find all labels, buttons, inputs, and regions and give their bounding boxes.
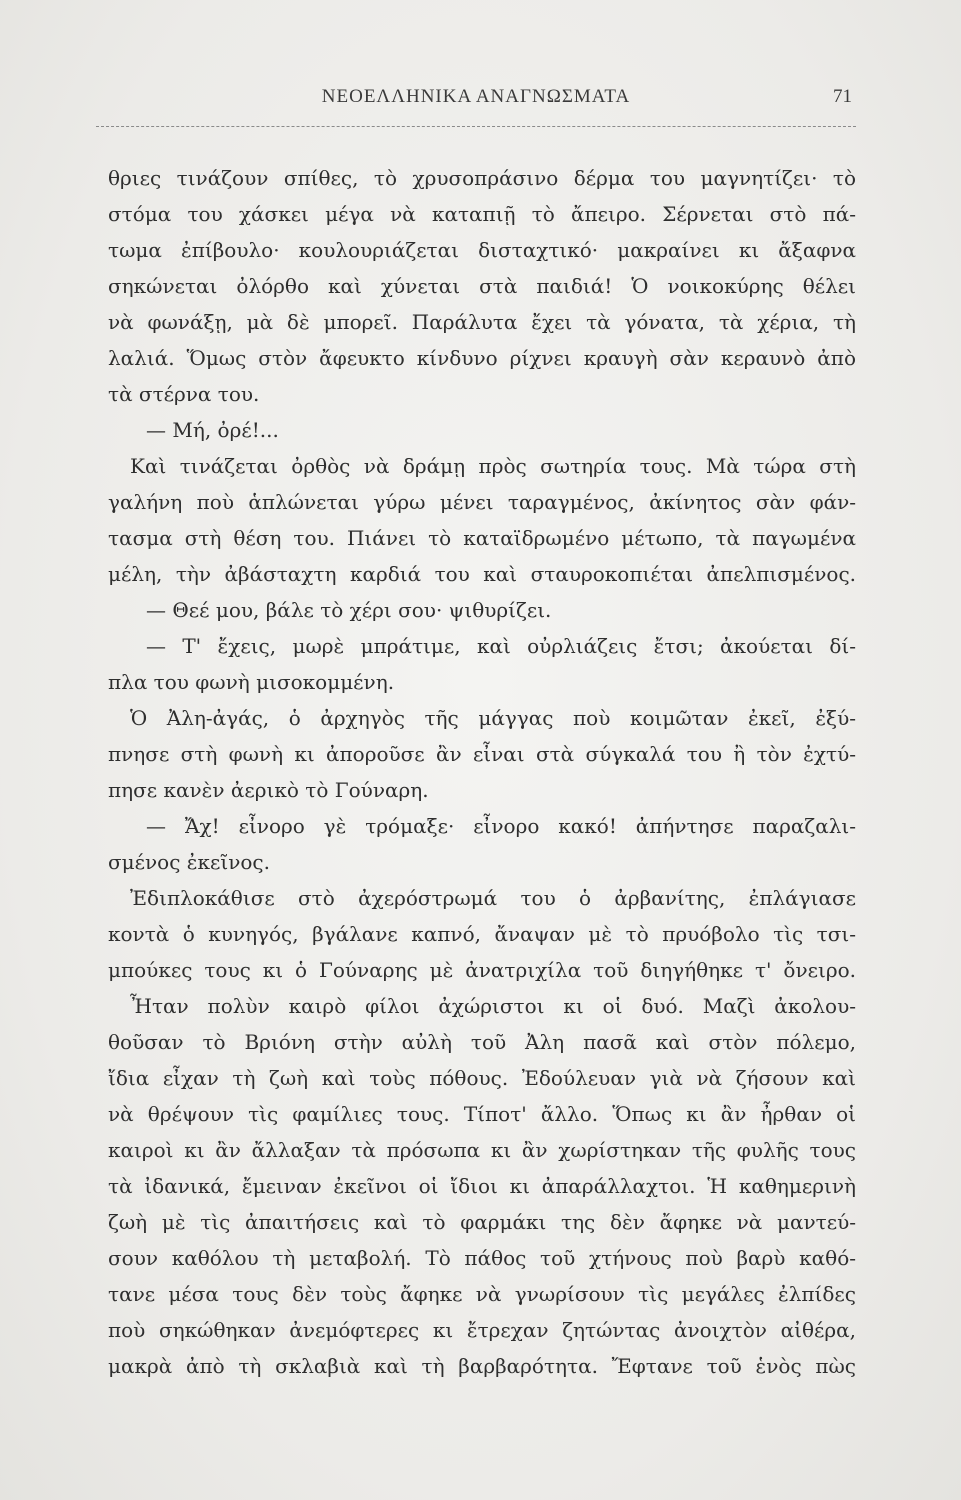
running-head — [100, 86, 852, 122]
body-text — [108, 160, 856, 1460]
text-line: ποὺ σηκώθηκαν ἀνεμόφτερες κι ἔτρεχαν ζητώντας ἀνοιχτὸν αἰθέρα, — [108, 1318, 856, 1342]
text-line: σμένος ἐκεῖνος. — [108, 850, 270, 874]
dialogue-line: — Μή, ὀρέ!... — [146, 418, 279, 442]
text-line: νὰ θρέψουν τὶς φαμίλιες τους. Τίποτ' ἄλλο. Ὅπως κι ἂν ἦρθαν οἱ — [108, 1102, 856, 1126]
paragraph-start: Ἦταν πολὺν καιρὸ φίλοι ἀχώριστοι κι οἱ δυό. Μαζὶ ἀκολου- — [130, 994, 856, 1018]
text-line: τασμα στὴ θέση του. Πιάνει τὸ καταϊδρωμένο μέτωπο, τὰ παγωμένα — [108, 526, 856, 550]
text-line: ζωὴ μὲ τὶς ἀπαιτήσεις καὶ τὸ φαρμάκι της δὲν ἄφηκε νὰ μαντεύ- — [108, 1210, 856, 1234]
text-line: τωμα ἐπίβουλο· κουλουριάζεται δισταχτικό· μακραίνει κι ἄξαφνα — [108, 238, 856, 262]
text-line: στόμα του χάσκει μέγα νὰ καταπιῇ τὸ ἄπειρο. Σέρνεται στὸ πά- — [108, 202, 856, 226]
text-line: σηκώνεται ὀλόρθο καὶ χύνεται στὰ παιδιά! Ὁ νοικοκύρης θέλει — [108, 274, 856, 298]
text-line: λαλιά. Ὅμως στὸν ἄφευκτο κίνδυνο ρίχνει κραυγὴ σὰν κεραυνὸ ἀπὸ — [108, 346, 856, 370]
text-line: μπούκες τους κι ὁ Γούναρης μὲ ἀνατριχίλα τοῦ διηγήθηκε τ' ὄνειρο. — [108, 958, 856, 982]
dialogue-line: — Ἄχ! εἶνορο γὲ τρόμαξε· εἶνορο κακό! ἀπήντησε παραζαλι- — [146, 814, 856, 838]
text-line: γαλήνη ποὺ ἁπλώνεται γύρω μένει ταραγμένος, ἀκίνητος σὰν φάν- — [108, 490, 856, 514]
text-line: θοῦσαν τὸ Βριόνη στὴν αὐλὴ τοῦ Ἀλη πασᾶ καὶ στὸν πόλεμο, — [108, 1030, 856, 1054]
text-line: νὰ φωνάξῃ, μὰ δὲ μπορεῖ. Παράλυτα ἔχει τὰ γόνατα, τὰ χέρια, τὴ — [108, 310, 856, 334]
text-line: κοντὰ ὁ κυνηγός, βγάλανε καπνό, ἄναψαν μὲ τὸ πρυόβολο τὶς τσι- — [108, 922, 856, 946]
text-line: μέλη, τὴν ἀβάσταχτη καρδιά του καὶ σταυροκοπιέται ἀπελπισμένος. — [108, 562, 856, 586]
text-line: τανε μέσα τους δὲν τοὺς ἄφηκε νὰ γνωρίσουν τὶς μεγάλες ἐλπίδες — [108, 1282, 856, 1306]
text-line: θριες τινάζουν σπίθες, τὸ χρυσοπράσινο δέρμα του μαγνητίζει· τὸ — [108, 166, 856, 190]
dialogue-line: — Θεέ μου, βάλε τὸ χέρι σου· ψιθυρίζει. — [146, 598, 552, 622]
paragraph-start: Καὶ τινάζεται ὀρθὸς νὰ δράμῃ πρὸς σωτηρία τους. Μὰ τώρα στὴ — [130, 454, 856, 478]
page-number: 71 — [833, 86, 852, 107]
text-line: τὰ στέρνα του. — [108, 382, 260, 406]
text-line: πησε κανὲν ἀερικὸ τὸ Γούναρη. — [108, 778, 429, 802]
text-line: πλα του φωνὴ μισοκομμένη. — [108, 670, 395, 694]
text-line: πνησε στὴ φωνὴ κι ἀποροῦσε ἂν εἶναι στὰ σύγκαλά του ἢ τὸν ἐχτύ- — [108, 742, 856, 766]
paragraph-start: Ὁ Ἀλη-ἀγάς, ὁ ἀρχηγὸς τῆς μάγγας ποὺ κοιμῶταν ἐκεῖ, ἐξύ- — [130, 706, 856, 730]
paragraph-start: Ἐδιπλοκάθισε στὸ ἀχερόστρωμά του ὁ ἀρβανίτης, ἐπλάγιασε — [130, 886, 856, 910]
text-line: σουν καθόλου τὴ μεταβολή. Τὸ πάθος τοῦ χτήνους ποὺ βαρὺ καθό- — [108, 1246, 856, 1270]
dialogue-line: — Τ' ἔχεις, μωρὲ μπράτιμε, καὶ οὐρλιάζεις ἔτσι; ἀκούεται δί- — [146, 634, 856, 658]
text-line: ἴδια εἶχαν τὴ ζωὴ καὶ τοὺς πόθους. Ἐδούλευαν γιὰ νὰ ζήσουν καὶ — [108, 1066, 856, 1090]
text-line: τὰ ἰδανικά, ἔμειναν ἐκεῖνοι οἱ ἴδιοι κι ἀπαράλλαχτοι. Ἡ καθημερινὴ — [108, 1174, 856, 1198]
header-rule — [96, 126, 856, 127]
text-line: μακρὰ ἀπὸ τὴ σκλαβιὰ καὶ τὴ βαρβαρότητα. Ἔφτανε τοῦ ἑνὸς πὼς — [108, 1354, 856, 1378]
running-title: ΝΕΟΕΛΛΗΝΙΚΑ ΑΝΑΓΝΩΣΜΑΤΑ — [321, 86, 631, 107]
text-line: καιροὶ κι ἂν ἄλλαξαν τὰ πρόσωπα κι ἂν χωρίστηκαν τῆς φυλῆς τους — [108, 1138, 856, 1162]
